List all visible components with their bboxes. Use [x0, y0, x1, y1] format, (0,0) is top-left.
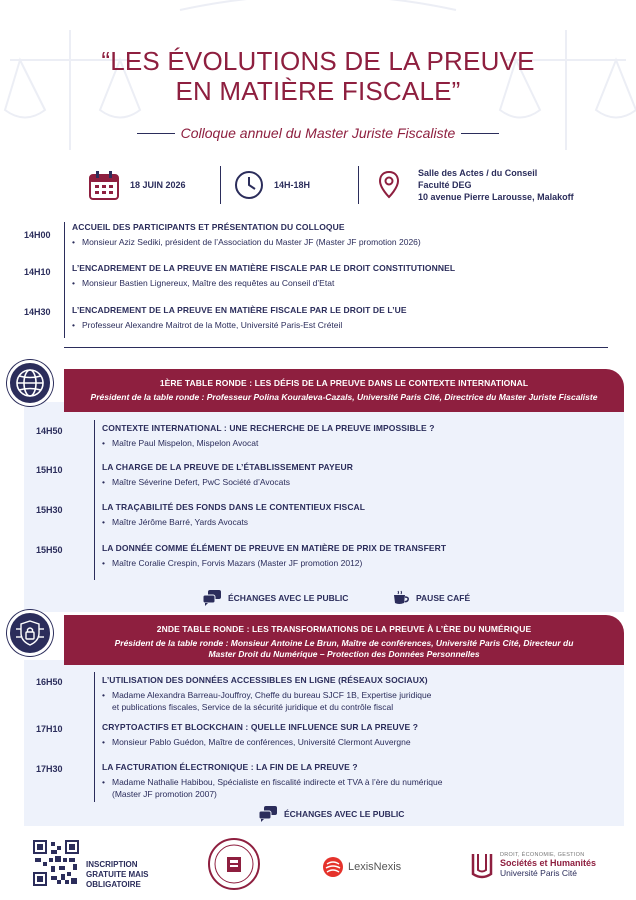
round2-president-line-1: Président de la table ronde : Monsieur Antoine Le Brun, Maître de conférences, Université Paris Cité, Directeur du	[114, 638, 574, 648]
footer	[0, 830, 636, 900]
slot-title: CONTEXTE INTERNATIONAL : UNE RECHERCHE DE LA PREUVE IMPOSSIBLE ?	[102, 423, 435, 433]
digital-shield-icon	[7, 610, 53, 656]
slot-speaker: • Monsieur Bastien Lignereux, Maître des requêtes au Conseil d’Etat	[72, 278, 335, 288]
venue-line-1: Salle des Actes / du Conseil	[418, 168, 538, 178]
slot-speaker: • Maître Paul Mispelon, Mispelon Avocat	[102, 438, 259, 448]
round2-banner	[64, 615, 624, 665]
slot-title: L’ENCADREMENT DE LA PREUVE EN MATIÈRE FISCALE PAR LE DROIT DE L’UE	[72, 305, 407, 315]
venue-line-3: 10 avenue Pierre Larousse, Malakoff	[418, 192, 574, 202]
break-label: PAUSE CAFÉ	[416, 593, 471, 603]
round1-exchange	[202, 590, 348, 606]
slot-title: LA DONNÉE COMME ÉLÉMENT DE PREUVE EN MATIÈRE DE PRIX DE TRANSFERT	[102, 543, 447, 553]
slot-time: 14H00	[24, 230, 51, 240]
slot-time: 17H30	[36, 764, 63, 774]
event-info	[88, 164, 608, 208]
clock-icon	[234, 170, 264, 200]
subtitle: Colloque annuel du Master Juriste Fiscaliste	[180, 125, 456, 141]
association-seal-logo	[208, 838, 260, 890]
event-hours: 14H-18H	[274, 180, 311, 190]
exchange-label: ÉCHANGES AVEC LE PUBLIC	[228, 593, 349, 603]
venue-line-2: Faculté DEG	[418, 180, 472, 190]
hours-block	[234, 164, 310, 206]
slot-speaker-continued: et publications fiscales, Service de la sécurité juridique et du contrôle fiscal	[112, 702, 394, 712]
calendar-icon	[88, 170, 120, 200]
chat-bubbles-icon	[202, 590, 222, 606]
round1-title: 1ÈRE TABLE RONDE : LES DÉFIS DE LA PREUVE DANS LE CONTEXTE INTERNATIONAL	[159, 378, 529, 388]
round2-president-line-2: Master Droit du Numérique – Protection des Données Personnelles	[208, 649, 480, 659]
section-divider	[64, 347, 608, 348]
page-title	[0, 46, 636, 106]
subtitle-row	[0, 125, 636, 141]
subtitle-rule-right	[461, 133, 499, 134]
slot-time: 14H50	[36, 426, 63, 436]
opening-timeline	[64, 222, 65, 338]
slot-title: L’UTILISATION DES DONNÉES ACCESSIBLES EN LIGNE (RÉSEAUX SOCIAUX)	[102, 675, 428, 685]
registration-note: INSCRIPTION GRATUITE MAIS OBLIGATOIRE	[86, 860, 149, 889]
slot-title: L’ENCADREMENT DE LA PREUVE EN MATIÈRE FISCALE PAR LE DROIT CONSTITUTIONNEL	[72, 263, 456, 273]
slot-speaker: • Professeur Alexandre Maitrot de la Motte, Université Paris-Est Créteil	[72, 320, 343, 330]
slot-time: 17H10	[36, 724, 63, 734]
event-date: 18 JUIN 2026	[130, 180, 186, 190]
slot-speaker: • Monsieur Pablo Guédon, Maître de conférences, Université Clermont Auvergne	[102, 737, 411, 747]
slot-speaker: • Monsieur Aziz Sediki, président de l’Association du Master JF (Master JF promotion 2026)	[72, 237, 421, 247]
venue-text	[418, 167, 574, 203]
globe-icon	[7, 360, 53, 406]
slot-speaker: • Maître Jérôme Barré, Yards Avocats	[102, 517, 249, 527]
venue-block	[378, 164, 574, 206]
coffee-break	[392, 590, 470, 606]
slot-title: LA TRAÇABILITÉ DES FONDS DANS LE CONTENTIEUX FISCAL	[102, 502, 366, 512]
round2-exchange	[258, 806, 404, 822]
slot-time: 15H50	[36, 545, 63, 555]
universite-paris-cite-logo: DROIT, ÉCONOMIE, GESTION Sociétés et Humanités Université Paris Cité	[470, 850, 596, 880]
lexisnexis-logo: LexisNexis	[322, 856, 401, 878]
slot-speaker: • Maître Séverine Defert, PwC Société d’Avocats	[102, 477, 290, 487]
round1-timeline	[94, 420, 95, 580]
exchange-label: ÉCHANGES AVEC LE PUBLIC	[284, 809, 405, 819]
info-divider	[358, 166, 359, 204]
title-line-1: “LES ÉVOLUTIONS DE LA PREUVE	[101, 46, 535, 76]
slot-time: 16H50	[36, 677, 63, 687]
slot-title: LA FACTURATION ÉLECTRONIQUE : LA FIN DE LA PREUVE ?	[102, 762, 358, 772]
subtitle-rule-left	[137, 133, 175, 134]
slot-speaker: • Madame Alexandra Barreau-Jouffroy, Cheffe du bureau SJCF 1B, Expertise juridique	[102, 690, 432, 700]
slot-speaker-continued: (Master JF promotion 2007)	[112, 789, 217, 799]
slot-title: LA CHARGE DE LA PREUVE DE L’ÉTABLISSEMENT PAYEUR	[102, 462, 354, 472]
round2-timeline	[94, 672, 95, 802]
round1-banner	[64, 369, 624, 412]
slot-time: 14H30	[24, 307, 51, 317]
slot-time: 15H10	[36, 465, 63, 475]
slot-time: 14H10	[24, 267, 51, 277]
lexisnexis-emblem-icon	[322, 856, 344, 878]
qr-code-icon[interactable]	[33, 840, 79, 886]
round2-title: 2NDE TABLE RONDE : LES TRANSFORMATIONS DE LA PREUVE À L’ÈRE DU NUMÉRIQUE	[156, 624, 532, 634]
slot-title: CRYPTOACTIFS ET BLOCKCHAIN : QUELLE INFLUENCE SUR LA PREUVE ?	[102, 722, 419, 732]
round1-president: Président de la table ronde : Professeur Polina Kouraleva-Cazals, Université Paris Cité, Directrice du Master Juriste Fiscaliste	[90, 392, 598, 402]
info-divider	[220, 166, 221, 204]
chat-bubbles-icon	[258, 806, 278, 822]
title-line-2: EN MATIÈRE FISCALE”	[175, 76, 461, 106]
upc-emblem-icon	[470, 850, 494, 880]
slot-speaker: • Madame Nathalie Habibou, Spécialiste en fiscalité indirecte et TVA à l’ère du numérique	[102, 777, 443, 787]
date-block	[88, 164, 186, 206]
slot-title: ACCUEIL DES PARTICIPANTS ET PRÉSENTATION DU COLLOQUE	[72, 222, 345, 232]
slot-time: 15H30	[36, 505, 63, 515]
coffee-cup-icon	[392, 590, 410, 606]
slot-speaker: • Maître Coralie Crespin, Forvis Mazars (Master JF promotion 2012)	[102, 558, 363, 568]
location-pin-icon	[378, 170, 400, 200]
